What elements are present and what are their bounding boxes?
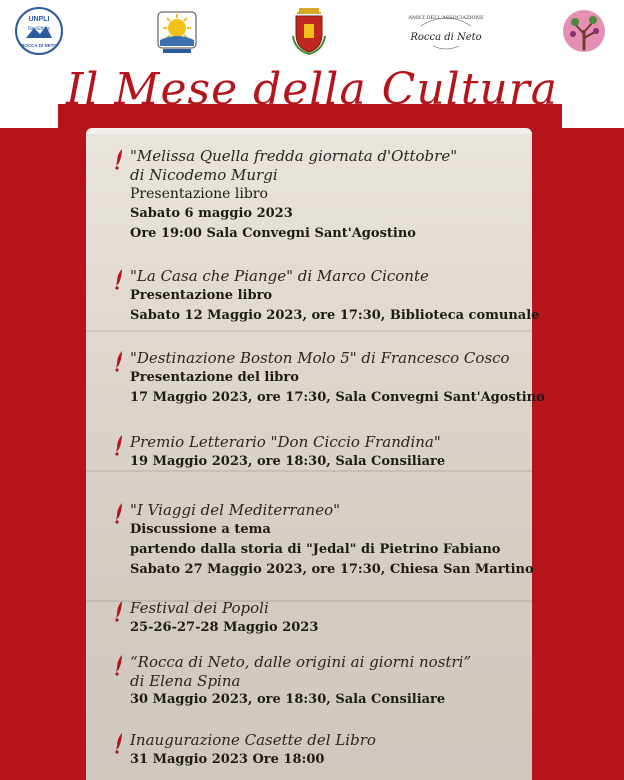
page-title: Il Mese della Cultura [65, 64, 559, 115]
event-type: Presentazione libro [130, 288, 273, 303]
event-title: “Rocca di Neto, dalle origini ai giorni nostri” [130, 653, 472, 671]
event-author: di Francesco Cosco [356, 349, 510, 367]
event-author: di Marco Ciconte [292, 267, 429, 285]
paper-line [86, 330, 532, 332]
quill-icon [114, 600, 124, 622]
event-title: Inaugurazione Casette del Libro [130, 731, 376, 749]
event-type: Presentazione del libro [130, 370, 299, 385]
unpli-logo [12, 6, 66, 56]
event-title: "Destinazione Boston Molo 5" [130, 349, 357, 367]
event-title: "I Viaggi del Mediterraneo" [130, 501, 341, 519]
event-date: Sabato 27 Maggio 2023, ore 17:30, Chiesa San Martino [130, 562, 534, 577]
logo-unpli-text: UNPLI [28, 16, 50, 23]
event-item [112, 652, 471, 710]
logo-assoc-text: AMICI DELL'ASSOCIAZIONE [408, 15, 484, 21]
quill-icon [114, 732, 124, 754]
logo-neoethos-text: NeoEthos [28, 26, 50, 32]
event-author: di Nicodemo Murgi [130, 166, 278, 184]
quill-icon [114, 434, 124, 456]
event-item [112, 146, 457, 244]
event-item [112, 348, 545, 408]
quill-icon [114, 268, 124, 290]
quill-icon [114, 350, 124, 372]
quill-icon [114, 502, 124, 524]
event-date: Sabato 6 maggio 2023 [130, 206, 293, 221]
event-time-place: Ore 19:00 Sala Convegni Sant'Agostino [130, 226, 416, 241]
sun-logo [154, 6, 200, 56]
quill-icon [114, 654, 124, 676]
event-item [112, 432, 445, 472]
event-date: 25-26-27-28 Maggio 2023 [130, 620, 319, 635]
quill-icon [114, 148, 124, 170]
pro-loco-logo [408, 6, 484, 56]
logo-rocca-text: ROCCA DI NETO [21, 43, 57, 48]
event-title: Festival dei Popoli [130, 599, 269, 617]
coat-of-arms-logo [288, 6, 330, 56]
event-title: "La Casa che Piange" [130, 267, 293, 285]
event-item [112, 500, 534, 580]
event-detail: partendo dalla storia di "Jedal" di Pietrino Fabiano [130, 542, 501, 557]
event-title: "Melissa Quella fredda giornata d'Ottobre" [130, 147, 458, 165]
tree-logo [560, 6, 608, 56]
event-author: di Elena Spina [130, 672, 241, 690]
event-date: 31 Maggio 2023 Ore 18:00 [130, 752, 325, 767]
event-date: Sabato 12 Maggio 2023, ore 17:30, Biblioteca comunale [130, 308, 540, 323]
event-date: 17 Maggio 2023, ore 17:30, Sala Convegni Sant'Agostino [130, 390, 545, 405]
event-type: Presentazione libro [130, 186, 268, 202]
event-item [112, 730, 376, 770]
event-title: Premio Letterario "Don Ciccio Frandina" [130, 433, 441, 451]
event-type: Discussione a tema [130, 522, 271, 537]
event-item [112, 266, 539, 326]
logo-rocca-script: Rocca di Neto [410, 32, 482, 43]
event-item [112, 598, 318, 638]
event-date: 30 Maggio 2023, ore 18:30, Sala Consiliare [130, 692, 446, 707]
event-date: 19 Maggio 2023, ore 18:30, Sala Consiliare [130, 454, 446, 469]
